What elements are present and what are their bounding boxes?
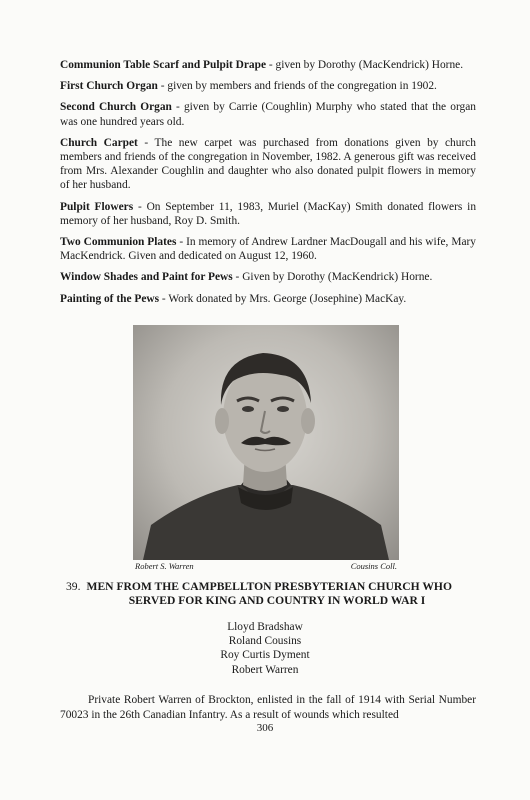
donation-item: Window Shades and Paint for Pews - Given by Dorothy (MacKendrick) Horne. [60, 271, 433, 284]
donation-list [60, 58, 476, 313]
donation-item: Two Communion Plates - In memory of Andrew Lardner MacDougall and his wife, Mary MacKendrick. Given and dedicated on August 12, 1960. [60, 236, 476, 263]
donation-item: Communion Table Scarf and Pulpit Drape - given by Dorothy (MacKendrick) Horne. [60, 59, 464, 71]
list-item: Roy Curtis Dyment [220, 649, 310, 662]
section-title-line2: SERVED FOR KING AND COUNTRY IN WORLD WAR I [128, 594, 426, 607]
list-item: Roland Cousins [228, 635, 302, 648]
body-paragraph: Private Robert Warren of Brockton, enlisted in the fall of 1914 with Serial Number 70023 in the 26th Canadian Infantry. As a result of wounds which resulted [60, 694, 476, 721]
section-title-line1: MEN FROM THE CAMPBELLTON PRESBYTERIAN CHURCH WHO [86, 580, 452, 593]
donation-item: Painting of the Pews - Work donated by Mrs. George (Josephine) MacKay. [60, 292, 407, 305]
portrait-illustration [133, 325, 399, 560]
list-item: Robert Warren [231, 663, 299, 676]
caption-collection: Cousins Coll. [350, 561, 397, 571]
section-heading [66, 580, 476, 608]
portrait-photo [133, 325, 399, 560]
names-list [165, 620, 365, 677]
section-number: 39. [66, 580, 81, 593]
donation-item: Pulpit Flowers - On September 11, 1983, Muriel (MacKay) Smith donated flowers in memory of her husband, Roy D. Smith. [60, 200, 477, 227]
donation-item: First Church Organ - given by members and friends of the congregation in 1902. [60, 80, 437, 93]
page-number: 306 [256, 722, 274, 734]
donation-item: Church Carpet - The new carpet was purchased from donations given by church members and friends of the congregation in November, 1982. A generous gift was received from Mrs. Alexander Coughlin and daughter who also donated pulpit flowers in memory of her husband. [60, 136, 476, 192]
list-item: Lloyd Bradshaw [227, 621, 303, 633]
caption-subject: Robert S. Warren [135, 561, 194, 571]
donation-item: Second Church Organ - given by Carrie (Coughlin) Murphy who stated that the organ was one hundred years old. [60, 101, 476, 128]
